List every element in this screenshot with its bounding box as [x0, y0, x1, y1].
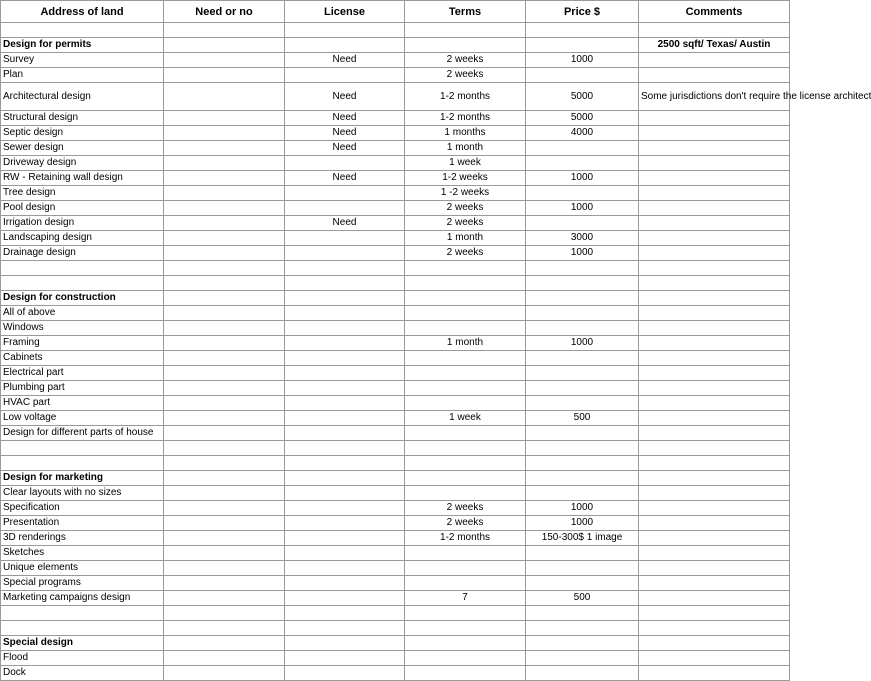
- price-cell[interactable]: [526, 546, 639, 561]
- construction-rows: [1, 306, 790, 441]
- comment-cell[interactable]: [639, 561, 790, 576]
- need-cell[interactable]: [164, 531, 285, 546]
- price-cell[interactable]: 150-300$ 1 image: [526, 531, 639, 546]
- license-cell[interactable]: [285, 411, 405, 426]
- terms-cell[interactable]: 1 week: [405, 411, 526, 426]
- table-row: [1, 216, 790, 231]
- need-cell[interactable]: [164, 186, 285, 201]
- terms-cell[interactable]: [405, 306, 526, 321]
- need-cell[interactable]: [164, 68, 285, 83]
- need-cell[interactable]: [164, 141, 285, 156]
- license-cell[interactable]: [285, 201, 405, 216]
- need-cell[interactable]: [164, 591, 285, 606]
- license-cell[interactable]: [285, 186, 405, 201]
- terms-cell[interactable]: 1-2 months: [405, 111, 526, 126]
- table-row: [1, 411, 790, 426]
- item-name[interactable]: Dock: [1, 666, 164, 681]
- item-name[interactable]: Flood: [1, 651, 164, 666]
- price-cell[interactable]: 1000: [526, 336, 639, 351]
- table-row: [1, 651, 790, 666]
- section-title-special[interactable]: Special design: [1, 636, 164, 651]
- terms-cell[interactable]: 2 weeks: [405, 201, 526, 216]
- comment-cell[interactable]: [639, 321, 790, 336]
- license-cell[interactable]: Need: [285, 171, 405, 186]
- table-row: [1, 246, 790, 261]
- need-cell[interactable]: [164, 336, 285, 351]
- license-cell[interactable]: Need: [285, 141, 405, 156]
- section-row-permits: [1, 38, 790, 53]
- comment-cell[interactable]: [639, 111, 790, 126]
- need-cell[interactable]: [164, 126, 285, 141]
- license-cell[interactable]: [285, 231, 405, 246]
- item-name[interactable]: Design for different parts of house: [1, 426, 164, 441]
- need-cell[interactable]: [164, 351, 285, 366]
- comment-cell[interactable]: [639, 591, 790, 606]
- spacer-row: [1, 456, 790, 471]
- need-cell[interactable]: [164, 651, 285, 666]
- license-cell[interactable]: Need: [285, 53, 405, 68]
- price-cell[interactable]: [526, 68, 639, 83]
- terms-cell[interactable]: 1-2 months: [405, 531, 526, 546]
- terms-cell[interactable]: 2 weeks: [405, 68, 526, 83]
- license-cell[interactable]: [285, 546, 405, 561]
- header-need[interactable]: Need or no: [164, 1, 285, 23]
- license-cell[interactable]: [285, 561, 405, 576]
- spacer-row: [1, 276, 790, 291]
- license-cell[interactable]: [285, 486, 405, 501]
- item-name[interactable]: 3D renderings: [1, 531, 164, 546]
- license-cell[interactable]: [285, 306, 405, 321]
- license-cell[interactable]: [285, 426, 405, 441]
- comment-cell[interactable]: [639, 306, 790, 321]
- comment-cell[interactable]: [639, 351, 790, 366]
- comment-cell[interactable]: [639, 426, 790, 441]
- terms-cell[interactable]: 1 months: [405, 126, 526, 141]
- table-row: [1, 111, 790, 126]
- section-row-marketing: [1, 471, 790, 486]
- terms-cell[interactable]: [405, 546, 526, 561]
- comment-cell[interactable]: [639, 231, 790, 246]
- need-cell[interactable]: [164, 546, 285, 561]
- need-cell[interactable]: [164, 53, 285, 68]
- license-cell[interactable]: [285, 68, 405, 83]
- price-cell[interactable]: [526, 486, 639, 501]
- terms-cell[interactable]: 1 month: [405, 336, 526, 351]
- item-name[interactable]: RW - Retaining wall design: [1, 171, 164, 186]
- item-name[interactable]: Landscaping design: [1, 231, 164, 246]
- terms-cell[interactable]: [405, 396, 526, 411]
- item-name[interactable]: Unique elements: [1, 561, 164, 576]
- terms-cell[interactable]: 2 weeks: [405, 53, 526, 68]
- comment-cell[interactable]: [639, 53, 790, 68]
- license-cell[interactable]: [285, 351, 405, 366]
- license-cell[interactable]: [285, 381, 405, 396]
- spacer-row: [1, 621, 790, 636]
- spacer-row: [1, 441, 790, 456]
- marketing-rows: [1, 486, 790, 606]
- terms-cell[interactable]: 1-2 weeks: [405, 171, 526, 186]
- need-cell[interactable]: [164, 111, 285, 126]
- price-cell[interactable]: 3000: [526, 231, 639, 246]
- comment-cell[interactable]: [639, 381, 790, 396]
- item-name[interactable]: Tree design: [1, 186, 164, 201]
- comment-cell[interactable]: [639, 171, 790, 186]
- comment-cell[interactable]: [639, 186, 790, 201]
- item-name[interactable]: Septic design: [1, 126, 164, 141]
- item-name[interactable]: Windows: [1, 321, 164, 336]
- item-name[interactable]: Structural design: [1, 111, 164, 126]
- comment-cell[interactable]: [639, 486, 790, 501]
- table-row: [1, 666, 790, 681]
- price-cell[interactable]: [526, 426, 639, 441]
- price-cell[interactable]: 1000: [526, 201, 639, 216]
- license-cell[interactable]: [285, 651, 405, 666]
- need-cell[interactable]: [164, 561, 285, 576]
- need-cell[interactable]: [164, 246, 285, 261]
- table-row: [1, 321, 790, 336]
- terms-cell[interactable]: 2 weeks: [405, 501, 526, 516]
- table-row: [1, 381, 790, 396]
- item-name[interactable]: Marketing campaigns design: [1, 591, 164, 606]
- table-row: [1, 156, 790, 171]
- section-title-marketing[interactable]: Design for marketing: [1, 471, 164, 486]
- price-cell[interactable]: 1000: [526, 53, 639, 68]
- price-cell[interactable]: [526, 666, 639, 681]
- license-cell[interactable]: Need: [285, 126, 405, 141]
- header-terms[interactable]: Terms: [405, 1, 526, 23]
- license-cell[interactable]: [285, 516, 405, 531]
- header-row: [1, 1, 790, 23]
- license-cell[interactable]: [285, 666, 405, 681]
- need-cell[interactable]: [164, 501, 285, 516]
- comment-cell[interactable]: Some jurisdictions don't require the license architect: [639, 83, 790, 111]
- price-cell[interactable]: [526, 651, 639, 666]
- table-row: [1, 171, 790, 186]
- header-license[interactable]: License: [285, 1, 405, 23]
- terms-cell[interactable]: 1 month: [405, 231, 526, 246]
- price-cell[interactable]: 500: [526, 591, 639, 606]
- need-cell[interactable]: [164, 486, 285, 501]
- item-name[interactable]: Electrical part: [1, 366, 164, 381]
- item-name[interactable]: Specification: [1, 501, 164, 516]
- section-row-construction: [1, 291, 790, 306]
- terms-cell[interactable]: [405, 486, 526, 501]
- item-name[interactable]: HVAC part: [1, 396, 164, 411]
- permits-comment[interactable]: 2500 sqft/ Texas/ Austin: [639, 38, 790, 53]
- terms-cell[interactable]: [405, 381, 526, 396]
- license-cell[interactable]: Need: [285, 83, 405, 111]
- comment-cell[interactable]: [639, 531, 790, 546]
- item-name[interactable]: Presentation: [1, 516, 164, 531]
- price-cell[interactable]: 1000: [526, 171, 639, 186]
- item-name[interactable]: Plumbing part: [1, 381, 164, 396]
- table-row: [1, 306, 790, 321]
- section-title-construction[interactable]: Design for construction: [1, 291, 164, 306]
- comment-cell[interactable]: [639, 216, 790, 231]
- license-cell[interactable]: [285, 501, 405, 516]
- price-cell[interactable]: [526, 576, 639, 591]
- price-cell[interactable]: [526, 141, 639, 156]
- table-row: [1, 83, 790, 111]
- comment-cell[interactable]: [639, 156, 790, 171]
- terms-cell[interactable]: [405, 366, 526, 381]
- comment-cell[interactable]: [639, 336, 790, 351]
- price-cell[interactable]: 500: [526, 411, 639, 426]
- need-cell[interactable]: [164, 83, 285, 111]
- price-cell[interactable]: [526, 351, 639, 366]
- table-row: [1, 486, 790, 501]
- comment-cell[interactable]: [639, 396, 790, 411]
- section-title-permits[interactable]: Design for permits: [1, 38, 164, 53]
- comment-cell[interactable]: [639, 576, 790, 591]
- item-name[interactable]: Sewer design: [1, 141, 164, 156]
- license-cell[interactable]: [285, 396, 405, 411]
- comment-cell[interactable]: [639, 126, 790, 141]
- need-cell[interactable]: [164, 426, 285, 441]
- terms-cell[interactable]: [405, 666, 526, 681]
- comment-cell[interactable]: [639, 246, 790, 261]
- header-comments[interactable]: Comments: [639, 1, 790, 23]
- table-row: [1, 501, 790, 516]
- item-name[interactable]: Low voltage: [1, 411, 164, 426]
- item-name[interactable]: Special programs: [1, 576, 164, 591]
- special-rows: [1, 651, 790, 681]
- comment-cell[interactable]: [639, 666, 790, 681]
- price-cell[interactable]: [526, 561, 639, 576]
- item-name[interactable]: Pool design: [1, 201, 164, 216]
- table-row: [1, 576, 790, 591]
- terms-cell[interactable]: 1 -2 weeks: [405, 186, 526, 201]
- need-cell[interactable]: [164, 156, 285, 171]
- price-cell[interactable]: 1000: [526, 501, 639, 516]
- price-cell[interactable]: [526, 156, 639, 171]
- spacer-row: [1, 23, 790, 38]
- need-cell[interactable]: [164, 666, 285, 681]
- license-cell[interactable]: [285, 336, 405, 351]
- comment-cell[interactable]: [639, 501, 790, 516]
- table-row: [1, 516, 790, 531]
- item-name[interactable]: Architectural design: [1, 83, 164, 111]
- item-name[interactable]: Framing: [1, 336, 164, 351]
- need-cell[interactable]: [164, 381, 285, 396]
- license-cell[interactable]: [285, 576, 405, 591]
- table-row: [1, 591, 790, 606]
- terms-cell[interactable]: 1-2 months: [405, 83, 526, 111]
- license-cell[interactable]: [285, 246, 405, 261]
- terms-cell[interactable]: [405, 561, 526, 576]
- terms-cell[interactable]: 2 weeks: [405, 216, 526, 231]
- table-row: [1, 336, 790, 351]
- price-cell[interactable]: 5000: [526, 111, 639, 126]
- item-name[interactable]: Plan: [1, 68, 164, 83]
- header-price[interactable]: Price $: [526, 1, 639, 23]
- price-cell[interactable]: [526, 186, 639, 201]
- need-cell[interactable]: [164, 366, 285, 381]
- table-row: [1, 186, 790, 201]
- spacer-row: [1, 606, 790, 621]
- terms-cell[interactable]: 7: [405, 591, 526, 606]
- need-cell[interactable]: [164, 396, 285, 411]
- table-row: [1, 68, 790, 83]
- license-cell[interactable]: [285, 531, 405, 546]
- license-cell[interactable]: [285, 321, 405, 336]
- price-cell[interactable]: [526, 306, 639, 321]
- need-cell[interactable]: [164, 411, 285, 426]
- table-row: [1, 141, 790, 156]
- table-row: [1, 561, 790, 576]
- need-cell[interactable]: [164, 321, 285, 336]
- price-cell[interactable]: 1000: [526, 246, 639, 261]
- license-cell[interactable]: Need: [285, 111, 405, 126]
- terms-cell[interactable]: [405, 351, 526, 366]
- need-cell[interactable]: [164, 576, 285, 591]
- comment-cell[interactable]: [639, 516, 790, 531]
- license-cell[interactable]: [285, 156, 405, 171]
- terms-cell[interactable]: [405, 651, 526, 666]
- comment-cell[interactable]: [639, 366, 790, 381]
- terms-cell[interactable]: 2 weeks: [405, 516, 526, 531]
- terms-cell[interactable]: 2 weeks: [405, 246, 526, 261]
- comment-cell[interactable]: [639, 141, 790, 156]
- terms-cell[interactable]: [405, 426, 526, 441]
- price-cell[interactable]: [526, 321, 639, 336]
- need-cell[interactable]: [164, 231, 285, 246]
- item-name[interactable]: Sketches: [1, 546, 164, 561]
- item-name[interactable]: Driveway design: [1, 156, 164, 171]
- need-cell[interactable]: [164, 171, 285, 186]
- need-cell[interactable]: [164, 306, 285, 321]
- item-name[interactable]: Cabinets: [1, 351, 164, 366]
- price-cell[interactable]: 5000: [526, 83, 639, 111]
- table-row: [1, 126, 790, 141]
- permits-rows: [1, 53, 871, 261]
- comment-cell[interactable]: [639, 68, 790, 83]
- price-cell[interactable]: [526, 366, 639, 381]
- header-address[interactable]: Address of land: [1, 1, 164, 23]
- comment-cell[interactable]: [639, 201, 790, 216]
- table-row: [1, 201, 790, 216]
- table-row: [1, 531, 790, 546]
- item-name[interactable]: Irrigation design: [1, 216, 164, 231]
- table-row: [1, 351, 790, 366]
- price-cell[interactable]: [526, 216, 639, 231]
- comment-cell[interactable]: [639, 411, 790, 426]
- license-cell[interactable]: [285, 591, 405, 606]
- need-cell[interactable]: [164, 516, 285, 531]
- comment-cell[interactable]: [639, 651, 790, 666]
- price-cell[interactable]: [526, 396, 639, 411]
- price-cell[interactable]: [526, 381, 639, 396]
- license-cell[interactable]: [285, 366, 405, 381]
- spacer-row: [1, 261, 790, 276]
- table-row: [1, 366, 790, 381]
- price-cell[interactable]: 1000: [526, 516, 639, 531]
- section-row-special: [1, 636, 790, 651]
- terms-cell[interactable]: 1 month: [405, 141, 526, 156]
- table-row: [1, 546, 790, 561]
- license-cell[interactable]: Need: [285, 216, 405, 231]
- terms-cell[interactable]: [405, 321, 526, 336]
- item-name[interactable]: Drainage design: [1, 246, 164, 261]
- table-row: [1, 53, 790, 68]
- need-cell[interactable]: [164, 216, 285, 231]
- price-cell[interactable]: 4000: [526, 126, 639, 141]
- item-name[interactable]: All of above: [1, 306, 164, 321]
- item-name[interactable]: Clear layouts with no sizes: [1, 486, 164, 501]
- terms-cell[interactable]: 1 week: [405, 156, 526, 171]
- terms-cell[interactable]: [405, 576, 526, 591]
- item-name[interactable]: Survey: [1, 53, 164, 68]
- table-row: [1, 426, 790, 441]
- table-row: [1, 396, 790, 411]
- need-cell[interactable]: [164, 201, 285, 216]
- table-row: [1, 231, 790, 246]
- comment-cell[interactable]: [639, 546, 790, 561]
